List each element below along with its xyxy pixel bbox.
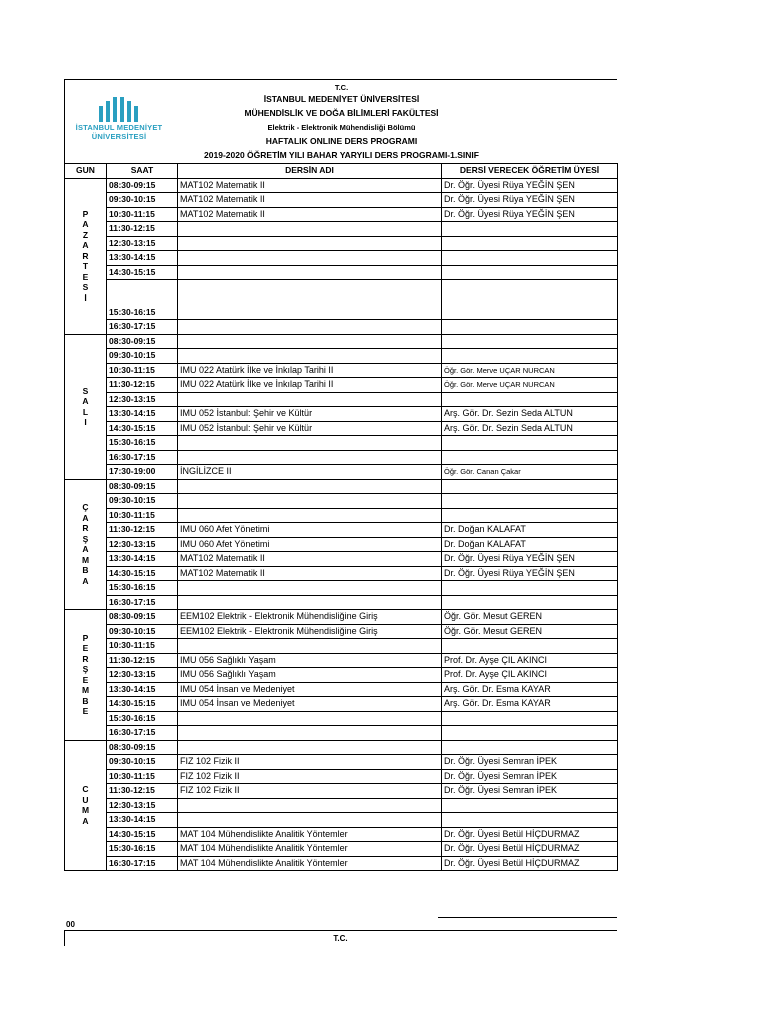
table-row	[65, 251, 618, 266]
day-letter: B	[82, 695, 89, 706]
table-row	[65, 421, 618, 436]
time-cell: 13:30-14:15	[107, 251, 178, 266]
time-cell: 13:30-14:15	[107, 682, 178, 697]
footer-code: 00	[66, 920, 75, 929]
table-row	[65, 769, 618, 784]
instructor-cell	[442, 798, 618, 813]
table-row	[65, 856, 618, 871]
table-row	[65, 653, 618, 668]
instructor-cell: Dr. Öğr. Üyesi Rüya YEĞİN ŞEN	[442, 552, 618, 567]
day-letter: Z	[82, 229, 89, 240]
table-row-extra	[65, 465, 618, 480]
table-row	[65, 236, 618, 251]
table-header-row	[65, 164, 618, 179]
time-cell: 13:30-14:15	[107, 552, 178, 567]
course-cell	[178, 265, 442, 280]
table-row	[65, 755, 618, 770]
time-cell: 16:30-17:15	[107, 450, 178, 465]
time-cell: 15:30-16:15	[107, 711, 178, 726]
table-row	[65, 537, 618, 552]
course-cell	[178, 280, 442, 320]
table-row	[65, 222, 618, 237]
table-row	[65, 320, 618, 335]
table-row	[65, 407, 618, 422]
instructor-cell	[442, 726, 618, 741]
course-cell: IMU 060 Afet Yönetimi	[178, 537, 442, 552]
day-letter: E	[82, 643, 89, 654]
instructor-cell	[442, 392, 618, 407]
day-letter: R	[82, 250, 89, 261]
instructor-cell	[442, 494, 618, 509]
header-department: Elektrik - Elektronik Mühendisliği Bölümü	[267, 123, 416, 132]
table-row	[65, 523, 618, 538]
day-label-pazartesi	[65, 178, 107, 334]
time-cell: 09:30-10:15	[107, 624, 178, 639]
course-cell	[178, 320, 442, 335]
day-letter: E	[82, 674, 89, 685]
day-letter: T	[82, 261, 89, 272]
course-cell: IMU 054 İnsan ve Medeniyet	[178, 682, 442, 697]
instructor-cell: Arş. Gör. Dr. Sezin Seda ALTUN	[442, 421, 618, 436]
instructor-cell: Öğr. Gör. Merve UÇAR NURCAN	[442, 363, 618, 378]
day-letter: Ç	[82, 502, 89, 513]
course-cell	[178, 639, 442, 654]
course-cell	[178, 581, 442, 596]
course-cell	[178, 711, 442, 726]
instructor-cell	[442, 320, 618, 335]
course-cell	[178, 813, 442, 828]
course-cell	[178, 251, 442, 266]
day-letter: A	[82, 575, 89, 586]
day-letter: A	[82, 396, 89, 406]
day-letter: İ	[84, 292, 87, 303]
table-row	[65, 552, 618, 567]
day-letter: E	[82, 706, 89, 717]
instructor-cell	[442, 265, 618, 280]
instructor-cell	[442, 334, 618, 349]
table-row	[65, 566, 618, 581]
course-cell: EEM102 Elektrik - Elektronik Mühendisliğine Giriş	[178, 610, 442, 625]
table-row	[65, 726, 618, 741]
instructor-cell	[442, 711, 618, 726]
footer-signature-line	[438, 917, 617, 918]
instructor-cell	[442, 595, 618, 610]
table-row	[65, 784, 618, 799]
table-row	[65, 610, 618, 625]
course-cell	[178, 349, 442, 364]
day-letter: M	[81, 554, 90, 565]
instructor-cell	[442, 280, 618, 320]
day-letter: P	[82, 208, 89, 219]
table-row	[65, 207, 618, 222]
time-cell: 13:30-14:15	[107, 813, 178, 828]
course-cell	[178, 479, 442, 494]
course-cell	[178, 740, 442, 755]
course-cell	[178, 450, 442, 465]
day-letter: U	[82, 794, 89, 805]
course-cell: MAT102 Matematik II	[178, 193, 442, 208]
instructor-cell	[442, 581, 618, 596]
table-row	[65, 740, 618, 755]
table-row	[65, 624, 618, 639]
time-cell: 09:30-10:15	[107, 494, 178, 509]
day-label-sali	[65, 334, 107, 479]
time-cell: 14:30-15:15	[107, 421, 178, 436]
time-cell: 08:30-09:15	[107, 610, 178, 625]
instructor-cell: Öğr. Gör. Mesut GEREN	[442, 624, 618, 639]
time-cell: 10:30-11:15	[107, 639, 178, 654]
time-cell: 12:30-13:15	[107, 668, 178, 683]
footer-left-border	[64, 797, 65, 833]
instructor-cell	[442, 236, 618, 251]
course-cell: IMU 022 Atatürk İlke ve İnkılap Tarihi II	[178, 363, 442, 378]
time-cell: 11:30-12:15	[107, 784, 178, 799]
day-letter: R	[82, 523, 89, 534]
instructor-cell: Dr. Öğr. Üyesi Betül HİÇDURMAZ	[442, 827, 618, 842]
day-letter: E	[82, 271, 89, 282]
table-row	[65, 813, 618, 828]
time-cell: 14:30-15:15	[107, 265, 178, 280]
header-program-title: HAFTALIK ONLINE DERS PROGRAMI	[265, 136, 418, 146]
document-header	[64, 79, 617, 163]
instructor-cell: Arş. Gör. Dr. Sezin Seda ALTUN	[442, 407, 618, 422]
table-row	[65, 668, 618, 683]
course-cell	[178, 436, 442, 451]
course-cell	[178, 494, 442, 509]
time-cell: 15:30-16:15	[107, 436, 178, 451]
course-cell: IMU 056 Sağlıklı Yaşam	[178, 668, 442, 683]
course-cell: MAT102 Matematik II	[178, 552, 442, 567]
course-cell: EEM102 Elektrik - Elektronik Mühendisliğine Giriş	[178, 624, 442, 639]
instructor-cell: Dr. Doğan KALAFAT	[442, 537, 618, 552]
time-cell: 16:30-17:15	[107, 856, 178, 871]
course-cell: FIZ 102 Fizik II	[178, 784, 442, 799]
instructor-cell	[442, 479, 618, 494]
instructor-cell: Arş. Gör. Dr. Esma KAYAR	[442, 682, 618, 697]
table-row	[65, 280, 618, 320]
day-letter: M	[81, 805, 90, 816]
schedule-sheet	[64, 79, 617, 871]
table-row	[65, 178, 618, 193]
table-row	[65, 363, 618, 378]
time-cell: 15:30-16:15	[107, 842, 178, 857]
course-cell: IMU 052 İstanbul: Şehir ve Kültür	[178, 407, 442, 422]
day-letter: A	[82, 219, 89, 230]
day-letter: A	[82, 815, 89, 826]
instructor-cell	[442, 740, 618, 755]
header-faculty: MÜHENDİSLİK VE DOĞA BİLİMLERİ FAKÜLTESİ	[244, 108, 439, 118]
instructor-cell: Dr. Öğr. Üyesi Semran İPEK	[442, 784, 618, 799]
day-letter: P	[82, 632, 89, 643]
instructor-cell: Öğr. Gör. Merve UÇAR NURCAN	[442, 378, 618, 393]
day-letter: A	[82, 240, 89, 251]
instructor-cell: Dr. Öğr. Üyesi Rüya YEĞİN ŞEN	[442, 207, 618, 222]
instructor-cell: Öğr. Gör. Canan Çakar	[442, 465, 618, 480]
day-label-persembe	[65, 610, 107, 741]
column-header-course: DERSİN ADI	[178, 164, 442, 179]
time-cell: 11:30-12:15	[107, 523, 178, 538]
time-cell: 14:30-15:15	[107, 827, 178, 842]
course-cell: IMU 054 İnsan ve Medeniyet	[178, 697, 442, 712]
instructor-cell	[442, 508, 618, 523]
course-cell: FIZ 102 Fizik II	[178, 755, 442, 770]
instructor-cell: Dr. Öğr. Üyesi Semran İPEK	[442, 769, 618, 784]
instructor-cell: Dr. Doğan KALAFAT	[442, 523, 618, 538]
time-cell: 15:30-16:15	[107, 581, 178, 596]
time-cell: 16:30-17:15	[107, 595, 178, 610]
time-cell: 08:30-09:15	[107, 334, 178, 349]
time-cell: 08:30-09:15	[107, 479, 178, 494]
day-letter: C	[82, 784, 89, 795]
course-cell: FIZ 102 Fizik II	[178, 769, 442, 784]
course-cell	[178, 236, 442, 251]
instructor-cell	[442, 251, 618, 266]
table-row	[65, 508, 618, 523]
instructor-cell	[442, 450, 618, 465]
time-cell: 12:30-13:15	[107, 236, 178, 251]
day-letter: L	[82, 406, 89, 417]
logo-text-line1: İSTANBUL MEDENİYET	[75, 123, 163, 132]
course-cell	[178, 798, 442, 813]
day-letter: Ş	[82, 533, 89, 544]
day-letter: I	[84, 417, 87, 427]
instructor-cell	[442, 349, 618, 364]
time-cell: 15:30-16:15	[107, 280, 178, 320]
footer-rule	[64, 930, 617, 931]
instructor-cell	[442, 813, 618, 828]
time-cell: 10:30-11:15	[107, 508, 178, 523]
time-cell: 08:30-09:15	[107, 178, 178, 193]
time-cell: 12:30-13:15	[107, 392, 178, 407]
table-row	[65, 697, 618, 712]
time-cell: 09:30-10:15	[107, 193, 178, 208]
course-cell	[178, 508, 442, 523]
table-row	[65, 334, 618, 349]
instructor-cell: Öğr. Gör. Mesut GEREN	[442, 610, 618, 625]
time-cell: 16:30-17:15	[107, 320, 178, 335]
time-cell: 09:30-10:15	[107, 349, 178, 364]
course-cell: IMU 022 Atatürk İlke ve İnkılap Tarihi II	[178, 378, 442, 393]
instructor-cell: Dr. Öğr. Üyesi Betül HİÇDURMAZ	[442, 856, 618, 871]
table-row	[65, 479, 618, 494]
time-cell: 17:30-19:00	[107, 465, 178, 480]
table-row	[65, 827, 618, 842]
table-row	[65, 581, 618, 596]
day-letter: S	[82, 385, 89, 396]
instructor-cell: Dr. Öğr. Üyesi Rüya YEĞİN ŞEN	[442, 566, 618, 581]
day-letter: M	[81, 685, 90, 696]
time-cell: 12:30-13:15	[107, 537, 178, 552]
column-header-instructor: DERSİ VERECEK ÖĞRETİM ÜYESİ	[442, 164, 618, 179]
course-cell	[178, 392, 442, 407]
time-cell: 12:30-13:15	[107, 798, 178, 813]
day-letter: R	[82, 653, 89, 664]
table-row	[65, 436, 618, 451]
column-header-day: GUN	[65, 164, 107, 179]
table-row	[65, 639, 618, 654]
course-cell: MAT102 Matematik II	[178, 207, 442, 222]
course-cell: MAT 104 Mühendislikte Analitik Yöntemler	[178, 856, 442, 871]
logo-text-line2: ÜNİVERSİTESİ	[91, 132, 147, 141]
instructor-cell: Dr. Öğr. Üyesi Semran İPEK	[442, 755, 618, 770]
course-cell: İNGİLİZCE II	[178, 465, 442, 480]
day-letter: B	[82, 565, 89, 576]
day-letter: A	[82, 512, 89, 523]
table-row	[65, 711, 618, 726]
time-cell: 14:30-15:15	[107, 566, 178, 581]
instructor-cell: Dr. Öğr. Üyesi Betül HİÇDURMAZ	[442, 842, 618, 857]
table-row	[65, 494, 618, 509]
course-cell: MAT 104 Mühendislikte Analitik Yöntemler	[178, 842, 442, 857]
table-row	[65, 265, 618, 280]
time-cell: 11:30-12:15	[107, 653, 178, 668]
table-row	[65, 682, 618, 697]
day-letter: Ş	[82, 664, 89, 675]
time-cell: 09:30-10:15	[107, 755, 178, 770]
instructor-cell: Prof. Dr. Ayşe ÇIL AKINCI	[442, 653, 618, 668]
instructor-cell: Dr. Öğr. Üyesi Rüya YEĞİN ŞEN	[442, 193, 618, 208]
course-cell	[178, 726, 442, 741]
course-cell: IMU 060 Afet Yönetimi	[178, 523, 442, 538]
column-header-time: SAAT	[107, 164, 178, 179]
time-cell: 13:30-14:15	[107, 407, 178, 422]
header-term: 2019-2020 ÖĞRETİM YILI BAHAR YARYILI DERS PROGRAMI-1.SINIF	[204, 150, 479, 160]
time-cell: 16:30-17:15	[107, 726, 178, 741]
table-row	[65, 798, 618, 813]
instructor-cell: Arş. Gör. Dr. Esma KAYAR	[442, 697, 618, 712]
table-row	[65, 595, 618, 610]
instructor-cell	[442, 222, 618, 237]
course-cell: MAT102 Matematik II	[178, 566, 442, 581]
day-label-carsamba	[65, 479, 107, 610]
schedule-table	[64, 163, 618, 871]
course-cell	[178, 334, 442, 349]
time-cell: 11:30-12:15	[107, 378, 178, 393]
course-cell	[178, 222, 442, 237]
header-line-tc: T.C.	[334, 83, 349, 92]
table-row	[65, 378, 618, 393]
table-row	[65, 450, 618, 465]
day-label-cuma	[65, 740, 107, 871]
footer-next-header: T.C.	[333, 934, 348, 943]
day-letter: S	[82, 282, 89, 293]
day-letter: A	[82, 544, 89, 555]
time-cell: 10:30-11:15	[107, 363, 178, 378]
instructor-cell	[442, 639, 618, 654]
header-university: İSTANBUL MEDENİYET ÜNİVERSİTESİ	[263, 94, 420, 104]
course-cell: MAT102 Matematik II	[178, 178, 442, 193]
table-row	[65, 193, 618, 208]
course-cell: MAT 104 Mühendislikte Analitik Yöntemler	[178, 827, 442, 842]
course-cell: IMU 056 Sağlıklı Yaşam	[178, 653, 442, 668]
course-cell	[178, 595, 442, 610]
table-row	[65, 392, 618, 407]
course-cell: IMU 052 İstanbul: Şehir ve Kültür	[178, 421, 442, 436]
time-cell: 11:30-12:15	[107, 222, 178, 237]
time-cell: 08:30-09:15	[107, 740, 178, 755]
table-row	[65, 349, 618, 364]
instructor-cell: Dr. Öğr. Üyesi Rüya YEĞİN ŞEN	[442, 178, 618, 193]
table-row	[65, 842, 618, 857]
time-cell: 10:30-11:15	[107, 207, 178, 222]
time-cell: 14:30-15:15	[107, 697, 178, 712]
instructor-cell	[442, 436, 618, 451]
instructor-cell: Prof. Dr. Ayşe ÇIL AKINCI	[442, 668, 618, 683]
time-cell: 10:30-11:15	[107, 769, 178, 784]
